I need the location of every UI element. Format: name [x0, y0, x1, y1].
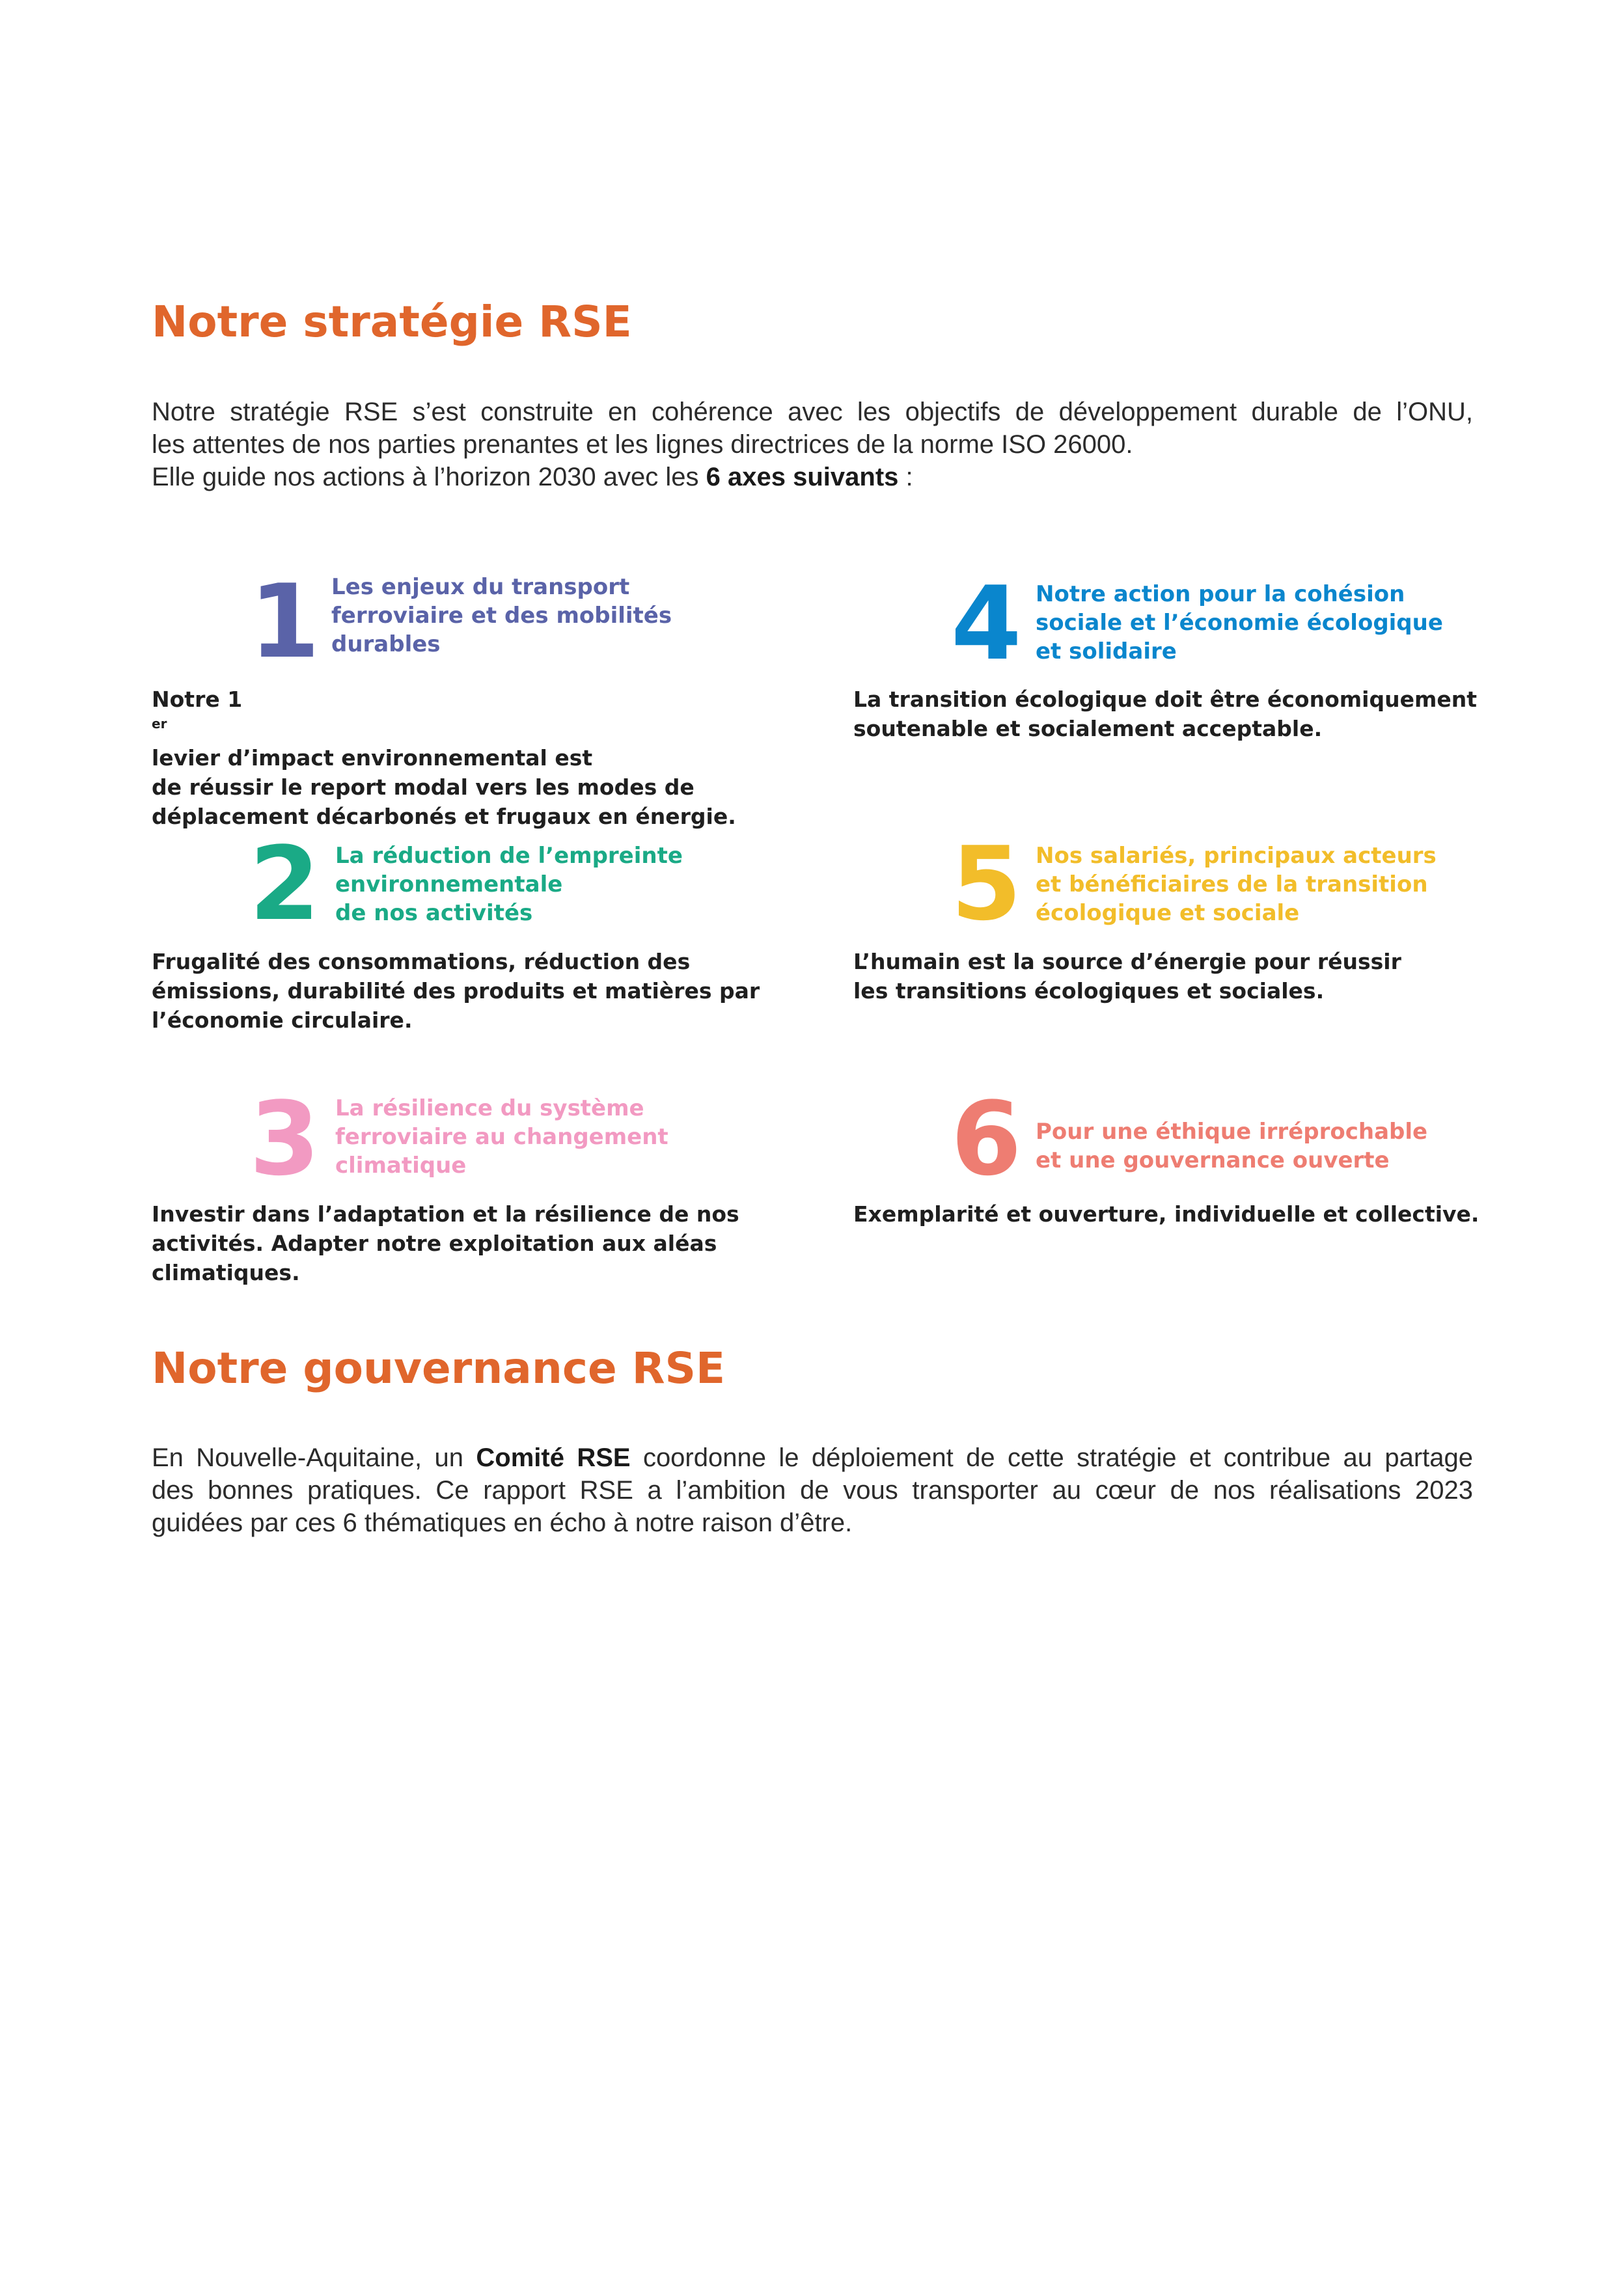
axis-5-number: 5 [951, 825, 1022, 943]
governance-emphasis: Comité RSE [476, 1443, 631, 1472]
axis-1-title-line: Les enjeux du transport [331, 574, 630, 600]
governance-line-1-text: En Nouvelle-Aquitaine, un [152, 1443, 476, 1472]
governance-line-3: guidées par ces 6 thématiques en écho à notre raison d’être. [152, 1509, 853, 1537]
strategy-title: Notre stratégie RSE [152, 297, 632, 347]
strategy-intro-line-3-end: : [898, 463, 913, 491]
governance-line-1-end: coordonne le déploiement de cette stratégie et contribue au partage [630, 1443, 1474, 1472]
governance-line-2: des bonnes pratiques. Ce rapport RSE a l’ambition de vous transporter au cœur de nos réalisations 2023 [152, 1476, 1473, 1505]
governance-line-1 [152, 1442, 1473, 1474]
axis-1-desc-line [152, 685, 736, 772]
axis-1-description [152, 685, 736, 831]
axis-2-description [152, 947, 760, 1035]
axis-6-number: 6 [951, 1080, 1022, 1198]
axis-1-desc-text: levier d’impact environnemental est [152, 745, 593, 771]
strategy-intro-line-3-text: Elle guide nos actions à l’horizon 2030 avec les [152, 463, 706, 491]
axis-3-description [152, 1199, 739, 1287]
axis-1-desc-line: déplacement décarbonés et frugaux en énergie. [152, 804, 736, 829]
axis-6-title [1036, 1117, 1427, 1175]
axis-2-number: 2 [249, 825, 320, 943]
axis-2-title-line: La réduction de l’empreinte [335, 843, 683, 869]
axis-4-desc-line: soutenable et socialement acceptable. [853, 716, 1323, 741]
axis-5-title [1036, 841, 1437, 927]
axis-2-desc-line: l’économie circulaire. [152, 1007, 413, 1033]
axis-1-desc-text: Notre 1 [152, 687, 243, 712]
axis-6-title-line: et une gouvernance ouverte [1036, 1147, 1390, 1173]
axis-3-number: 3 [249, 1080, 320, 1198]
axis-1-number: 1 [249, 562, 320, 681]
axis-6-title-line: Pour une éthique irréprochable [1036, 1119, 1428, 1145]
axis-2-title [335, 841, 683, 927]
axis-6-desc-line: Exemplarité et ouverture, individuelle et collective. [853, 1201, 1479, 1227]
axis-4-title-line: Notre action pour la cohésion [1036, 581, 1405, 607]
strategy-intro-line-1: Notre stratégie RSE s’est construite en cohérence avec les objectifs de développement durable de l’ONU, [152, 398, 1473, 426]
axis-4-desc-line: La transition écologique doit être économiquement [853, 687, 1477, 712]
strategy-intro [152, 396, 1473, 493]
axis-4-description [853, 685, 1477, 743]
axis-2-title-line: de nos activités [335, 900, 533, 926]
axis-3-desc-line: climatiques. [152, 1260, 300, 1285]
axis-3-desc-line: activités. Adapter notre exploitation aux aléas [152, 1231, 717, 1256]
axis-4-title-line: sociale et l’économie écologique [1036, 610, 1443, 636]
axis-2-title-line: environnementale [335, 871, 563, 897]
strategy-intro-line-3 [152, 461, 1473, 493]
strategy-intro-line-2: les attentes de nos parties prenantes et les lignes directrices de la norme ISO 26000. [152, 430, 1133, 459]
axis-3-title [335, 1094, 668, 1180]
axis-1-title-line: durables [331, 631, 441, 657]
axis-5-description [853, 947, 1401, 1005]
axis-2-desc-line: émissions, durabilité des produits et matières par [152, 978, 760, 1004]
axis-5-desc-line: L’humain est la source d’énergie pour réussir [853, 949, 1401, 974]
strategy-intro-emphasis: 6 axes suivants [706, 463, 899, 491]
axis-4-title-line: et solidaire [1036, 638, 1177, 664]
axis-5-title-line: et bénéficiaires de la transition [1036, 871, 1428, 897]
axis-4-number: 4 [951, 564, 1022, 683]
axis-5-title-line: écologique et sociale [1036, 900, 1300, 926]
axis-6-description [853, 1199, 1479, 1229]
axis-1-desc-line: de réussir le report modal vers les modes de [152, 774, 695, 800]
governance-paragraph [152, 1442, 1473, 1539]
axis-1-desc-superscript: er [152, 716, 167, 731]
axis-3-title-line: La résilience du système [335, 1095, 644, 1121]
axis-1-title-line: ferroviaire et des mobilités [331, 603, 672, 629]
governance-title: Notre gouvernance RSE [152, 1343, 726, 1393]
axis-5-title-line: Nos salariés, principaux acteurs [1036, 843, 1437, 869]
axis-3-desc-line: Investir dans l’adaptation et la résilience de nos [152, 1201, 739, 1227]
axis-1-title [331, 573, 672, 659]
axis-4-title [1036, 580, 1443, 666]
axis-2-desc-line: Frugalité des consommations, réduction des [152, 949, 691, 974]
axis-5-desc-line: les transitions écologiques et sociales. [853, 978, 1325, 1004]
axis-3-title-line: ferroviaire au changement [335, 1124, 668, 1150]
axis-3-title-line: climatique [335, 1153, 467, 1179]
